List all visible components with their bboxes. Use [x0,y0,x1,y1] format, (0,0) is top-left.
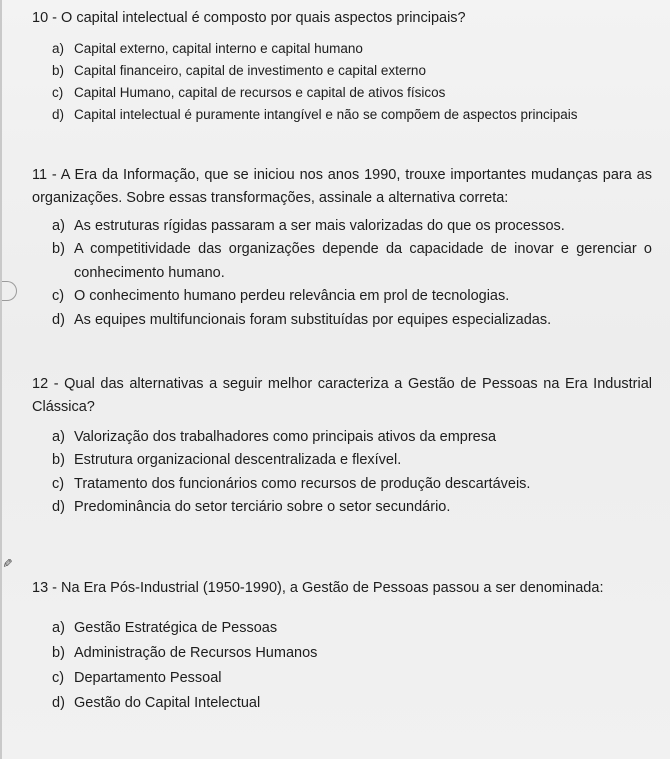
option-b[interactable]: b) Estrutura organizacional descentralizada e flexível. [52,452,402,469]
option-d[interactable]: d) Gestão do Capital Intelectual [52,695,261,712]
question-11 [32,164,652,332]
option-d[interactable]: d) Capital intelectual é puramente intangível e não se compõem de aspectos principais [52,107,578,123]
option-c[interactable]: c) Capital Humano, capital de recursos e capital de ativos físicos [52,85,446,101]
margin-pencil-mark [2,281,17,301]
option-c[interactable]: c) Tratamento dos funcionários como recursos de produção descartáveis. [52,475,531,492]
question-13 [32,577,652,716]
option-b[interactable]: b) Administração de Recursos Humanos [52,645,318,662]
option-a[interactable]: a) Gestão Estratégica de Pessoas [52,620,278,637]
options-list [32,38,652,125]
options-list [32,616,652,716]
option-a[interactable]: a) As estruturas rígidas passaram a ser mais valorizadas do que os processos. [52,217,565,234]
page-margin-line [0,0,2,759]
question-10 [32,7,652,126]
question-12 [32,373,652,520]
option-a[interactable]: a) Capital externo, capital interno e capital humano [52,41,363,57]
option-a[interactable]: a) Valorização dos trabalhadores como principais ativos da empresa [52,428,497,445]
option-c[interactable]: c) Departamento Pessoal [52,670,222,687]
option-d[interactable]: d) As equipes multifuncionais foram substituídas por equipes especializadas. [52,311,552,328]
option-b[interactable]: b) A competitividade das organizações depende da capacidade de inovar e gerenciar o conhecimento humano. [52,241,652,281]
question-title: 13 - Na Era Pós-Industrial (1950-1990), a Gestão de Pessoas passou a ser denominada: [32,580,604,596]
question-title: 11 - A Era da Informação, que se iniciou nos anos 1990, trouxe importantes mudanças para as organizações. Sobre essas transformações, assinale a alternativa correta: [32,167,652,207]
options-list [32,426,652,520]
option-d[interactable]: d) Predominância do setor terciário sobre o setor secundário. [52,499,451,516]
options-list [32,215,652,332]
question-title: 10 - O capital intelectual é composto por quais aspectos principais? [32,10,466,26]
option-c[interactable]: c) O conhecimento humano perdeu relevância em prol de tecnologias. [52,288,510,305]
margin-doodle: ✎ [0,557,15,569]
option-b[interactable]: b) Capital financeiro, capital de investimento e capital externo [52,63,426,79]
question-title: 12 - Qual das alternativas a seguir melhor caracteriza a Gestão de Pessoas na Era Industrial Clássica? [32,376,652,416]
